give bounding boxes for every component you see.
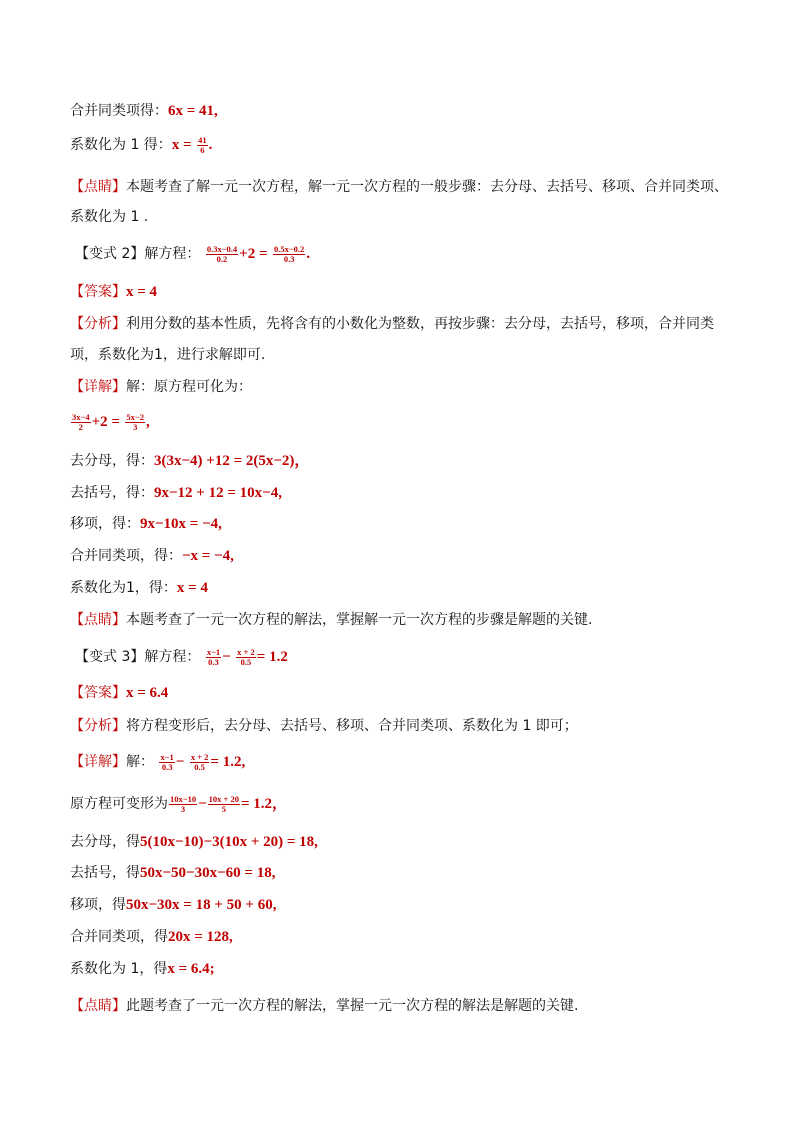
- section-tag: 【分析】: [70, 718, 126, 734]
- equation-line: $\frac{3x-4}{2}$ +2 = $\frac{5x-2}{3}$ ,: [72, 411, 150, 432]
- fraction: $\frac{10x-10}{3}$: [170, 793, 197, 814]
- section-tag: 【答案】: [70, 284, 126, 300]
- text-line: 【点睛】本题考查了解一元一次方程，解一元一次方程的一般步骤：去分母、去括号、移项、合并同类项、: [70, 179, 728, 195]
- equation: 50x−50−30x−60 = 18,: [140, 865, 276, 881]
- text-line: 系数化为 1 得：x = $\frac{41}{6}$ .: [70, 134, 213, 155]
- section-tag: 【分析】: [70, 316, 126, 332]
- section-tag: 【点睛】: [70, 179, 126, 195]
- section-tag: 【变式 2】: [75, 246, 145, 262]
- equation: 9x−10x = −4,: [140, 516, 222, 532]
- text-line: 合并同类项，得：−x = −4,: [70, 548, 234, 564]
- fraction: $\frac{0.3x-0.4}{0.2}$: [206, 243, 238, 264]
- text-line: 合并同类项，得20x = 128,: [70, 929, 233, 945]
- text-line: 移项，得：9x−10x = −4,: [70, 516, 222, 532]
- fraction: $\frac{x + 2}{0.5}$: [190, 751, 209, 772]
- equation-line: 原方程可变形为 $\frac{10x-10}{3}$ − $\frac{10x + 20}{5}$ = 1.2，: [70, 793, 288, 814]
- fraction: $\frac{x + 2}{0.5}$: [237, 646, 255, 667]
- fraction: $\frac{3x-4}{2}$: [72, 411, 90, 432]
- text-line: 【点睛】此题考查了一元一次方程的解法，掌握一元一次方程的解法是解题的关键.: [70, 998, 579, 1014]
- equation: 6x = 41,: [168, 103, 218, 119]
- text-line: 【详解】解：原方程可化为：: [70, 379, 252, 395]
- equation: 3(3x−4) +12 = 2(5x−2)，: [154, 453, 310, 469]
- equation: −x = −4,: [182, 548, 234, 564]
- answer-line: [70, 282, 157, 302]
- section-tag: 【详解】: [70, 754, 126, 770]
- text-line: 系数化为 1，得x = 6.4;: [70, 961, 215, 977]
- equation: 9x−12 + 12 = 10x−4,: [154, 485, 282, 501]
- fraction: $\frac{0.5x-0.2}{0.3}$: [273, 243, 305, 264]
- text-line: 【分析】利用分数的基本性质，先将含有的小数化为整数，再按步骤：去分母，去括号，移项，合并同类: [70, 316, 714, 332]
- equation: x = 6.4;: [167, 961, 215, 977]
- equation: x = 6.4: [126, 685, 169, 701]
- fraction: $\frac{x-1}{0.3}$: [206, 646, 221, 667]
- text-line: 去括号，得：9x−12 + 12 = 10x−4,: [70, 485, 282, 501]
- equation: 5(10x−10)−3(10x + 20) = 18,: [140, 834, 318, 850]
- equation: 50x−30x = 18 + 50 + 60,: [126, 897, 277, 913]
- fraction: $\frac{x-1}{0.3}$: [160, 751, 174, 772]
- problem-heading: 【变式 3】解方程： $\frac{x-1}{0.3}$ − $\frac{x + 2}{0.5}$ = 1.2: [75, 646, 288, 667]
- equation: x = 4: [176, 580, 208, 596]
- text-line: 去分母，得：3(3x−4) +12 = 2(5x−2)，: [70, 453, 310, 469]
- text-line: 系数化为 1 .: [70, 209, 149, 225]
- text-line: 系数化为1，得：x = 4: [70, 580, 208, 596]
- equation: x = 4: [126, 284, 158, 300]
- section-tag: 【点睛】: [70, 612, 126, 628]
- text-line: 合并同类项得：6x = 41,: [70, 103, 218, 119]
- section-tag: 【变式 3】: [75, 649, 145, 665]
- equation: x =: [171, 137, 192, 153]
- text-line: 去括号，得50x−50−30x−60 = 18,: [70, 865, 276, 881]
- text-line: 移项，得50x−30x = 18 + 50 + 60,: [70, 897, 277, 913]
- fraction: $\frac{41}{6}$: [198, 134, 207, 155]
- section-tag: 【答案】: [70, 685, 126, 701]
- equation: 20x = 128,: [168, 929, 233, 945]
- text-line: 【分析】将方程变形后，去分母、去括号、移项、合并同类项、系数化为 1 即可；: [70, 718, 578, 734]
- text-line: 【点睛】本题考查了一元一次方程的解法，掌握解一元一次方程的步骤是解题的关键.: [70, 612, 593, 628]
- text-line: 项，系数化为1，进行求解即可.: [70, 347, 266, 363]
- problem-heading: 【变式 2】解方程： $\frac{0.3x-0.4}{0.2}$ +2 = $\frac{0.5x-0.2}{0.3}$ .: [75, 243, 311, 264]
- text-line: 去分母，得5(10x−10)−3(10x + 20) = 18,: [70, 834, 318, 850]
- section-tag: 【点睛】: [70, 998, 126, 1014]
- section-tag: 【详解】: [70, 379, 126, 395]
- equation-line: 【详解】解： $\frac{x-1}{0.3}$ − $\frac{x + 2}{0.5}$ = 1.2,: [70, 751, 246, 772]
- fraction: $\frac{10x + 20}{5}$: [208, 793, 239, 814]
- fraction: $\frac{5x-2}{3}$: [126, 411, 144, 432]
- answer-line: [70, 683, 168, 703]
